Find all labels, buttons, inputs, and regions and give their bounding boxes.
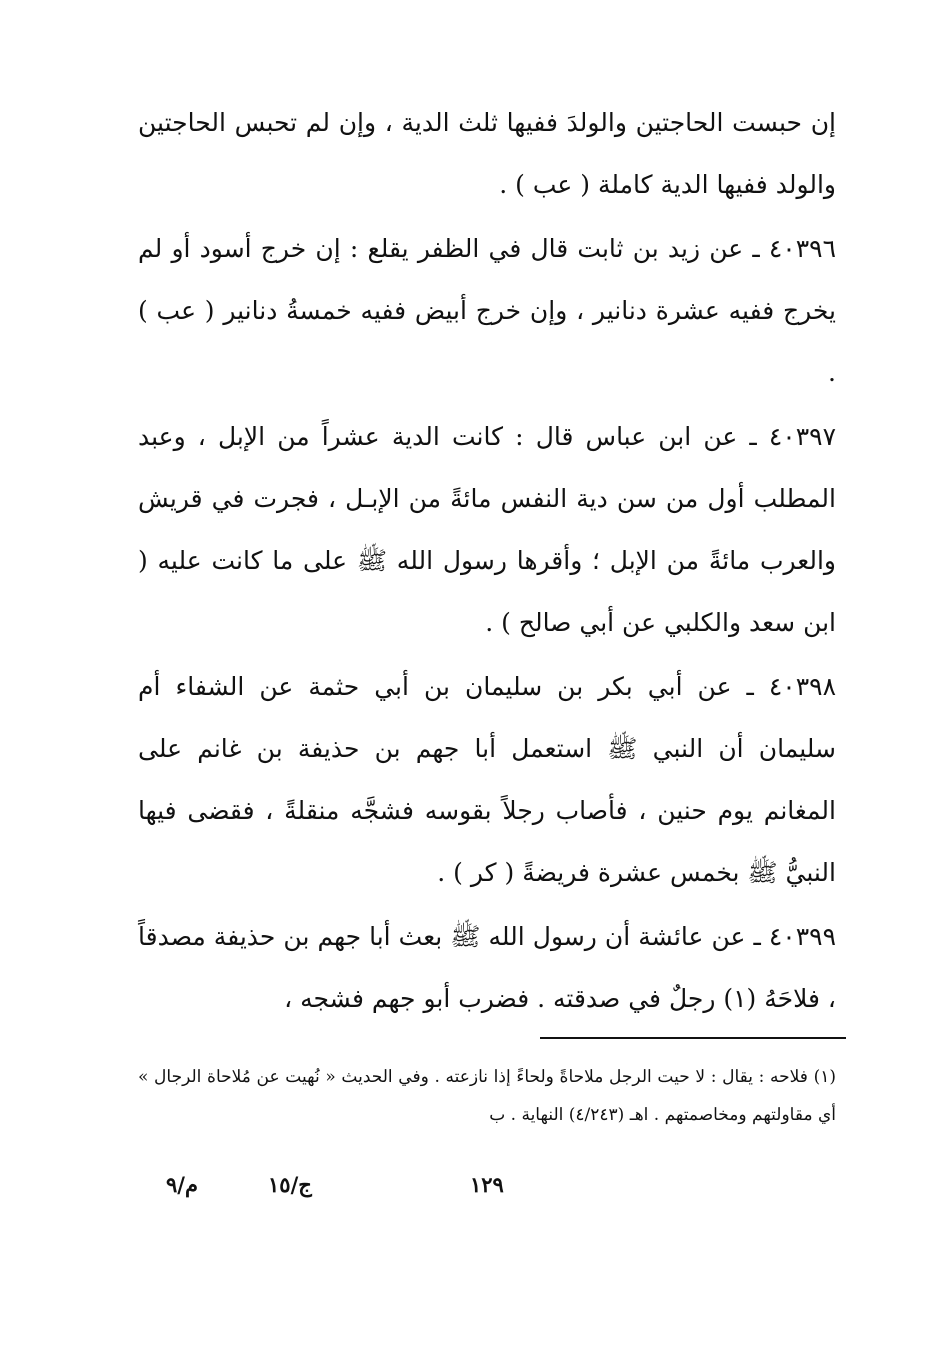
hadith-40396: ٤٠٣٩٦ ـ عن زيد بن ثابت قال في الظفر يقلع : إن خرج أسود أو لم يخرج ففيه عشرة دنانير ، وإن خرج أبيض ففيه خمسةُ دنانير ( عب ) . — [138, 234, 836, 387]
part-marker: م/٩ — [166, 1172, 198, 1197]
page-number: ١٢٩ — [470, 1172, 504, 1197]
volume-marker: ج/١٥ — [268, 1172, 312, 1197]
hadith-40398: ٤٠٣٩٨ ـ عن أبي بكر بن سليمان بن أبي حثمة عن الشفاء أم سليمان أن النبي ﷺ استعمل أبا جهم بن حذيفة بن غانم على المغانم يوم حنين ، فأصاب رجلاً بقوسه فشجَّه منقلةً ، فقضى فيها النبيُّ ﷺ بخمس عشرة فريضةً ( كر ) . — [138, 672, 836, 887]
hadith-40399: ٤٠٣٩٩ ـ عن عائشة أن رسول الله ﷺ بعث أبا جهم بن حذيفة مصدقاً ، فلاحَهُ (١) رجلٌ في صدقته . فضرب أبو جهم فشجه ، — [138, 922, 836, 1013]
paragraph-continuation: إن حبست الحاجتين والولدَ ففيها ثلث الدية ، وإن لم تحبس الحاجتين والولد ففيها الدية كاملة ( عب ) . — [138, 108, 836, 199]
footnote-divider — [540, 1037, 846, 1039]
hadith-40397: ٤٠٣٩٧ ـ عن ابن عباس قال : كانت الدية عشراً من الإبل ، وعبد المطلب أول من سن دية النفس مائةً من الإبـل ، فجرت في قريش والعرب مائةً من الإبل ؛ وأقرها رسول الله ﷺ على ما كانت عليه ( ابن سعد والكلبي عن أبي صالح ) . — [138, 422, 836, 637]
main-text — [138, 92, 836, 1030]
footnote: (١) فلاحه : يقال : لا حيت الرجل ملاحاةً ولحاءً إذا نازعته . وفي الحديث « نُهيت عن مُلاحاة الرجال » أي مقاولتهم ومخاصمتهم . اهـ (٤/٢٤٣) النهاية . ب — [138, 1067, 836, 1125]
